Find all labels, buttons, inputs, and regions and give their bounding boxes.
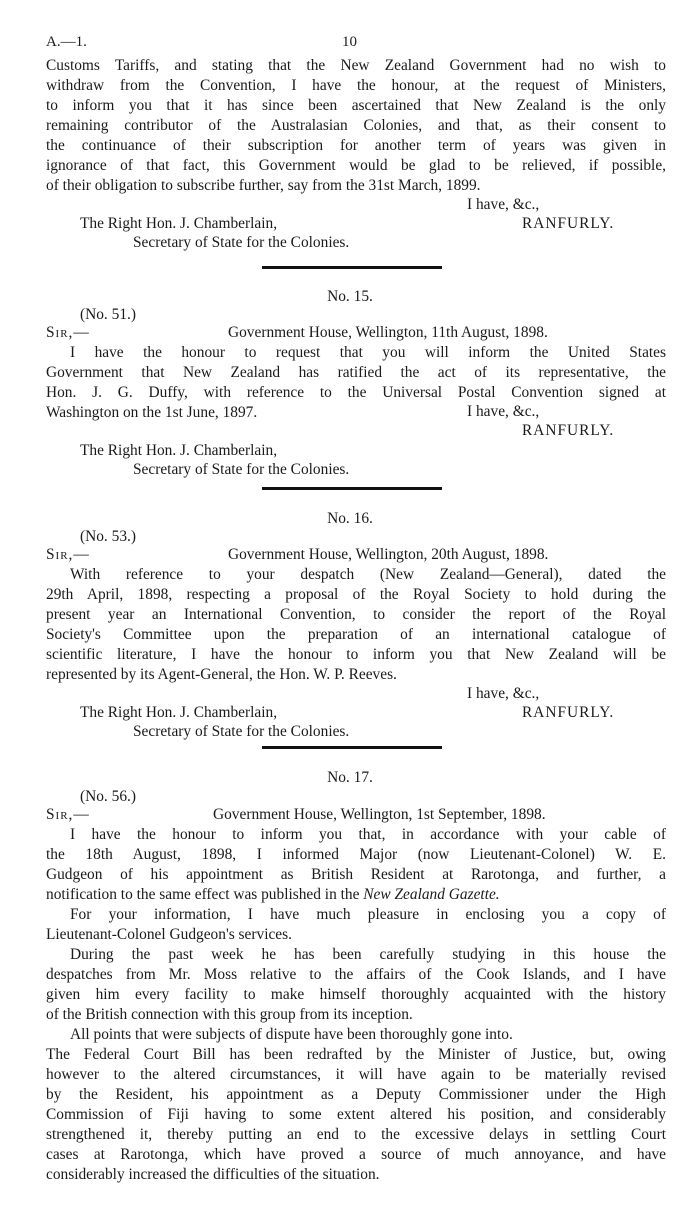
closing: I have, &c.,: [467, 403, 540, 420]
text-line: I have the honour to inform you that, in accordance with your cable of: [70, 826, 666, 843]
text-line: represented by its Agent-General, the Hon. W. P. Reeves.: [46, 666, 397, 683]
dateline: Government House, Wellington, 11th August, 1898.: [228, 324, 548, 341]
despatch-number: (No. 51.): [80, 306, 136, 323]
dateline: Government House, Wellington, 1st September, 1898.: [213, 806, 546, 823]
text-line: of their obligation to subscribe further, say from the 31st March, 1899.: [46, 177, 481, 194]
addressee-title: Secretary of State for the Colonies.: [133, 461, 350, 478]
text-line: All points that were subjects of dispute have been thoroughly gone into.: [70, 1026, 513, 1043]
letter-heading: No. 15.: [327, 288, 373, 305]
closing: I have, &c.,: [467, 196, 540, 213]
section-divider: [262, 487, 442, 490]
text-line: by the Resident, his appointment as a Deputy Commissioner under the High: [46, 1086, 666, 1103]
text-line: of the British connection with this group from its inception.: [46, 1006, 413, 1023]
text-line: 29th April, 1898, respecting a proposal of the Royal Society to hold during the: [46, 586, 666, 603]
signature: RANFURLY.: [522, 215, 615, 232]
text-line: Commission of Fiji having to some extent altered his position, and considerably: [46, 1106, 666, 1123]
addressee-title: Secretary of State for the Colonies.: [133, 234, 350, 251]
text-line: considerably increased the difficulties of the situation.: [46, 1166, 380, 1183]
text-line: however to the altered circumstances, it will have again to be materially revised: [46, 1066, 666, 1083]
section-divider: [262, 746, 442, 749]
text-line: ignorance of that fact, this Government would be glad to be relieved, if possible,: [46, 157, 666, 174]
text-line: Society's Committee upon the preparation of an international catalogue of: [46, 626, 666, 643]
page-number: 10: [342, 34, 357, 50]
text-line: withdraw from the Convention, I have the honour, at the request of Ministers,: [46, 77, 666, 94]
text-line: Lieutenant-Colonel Gudgeon's services.: [46, 926, 292, 943]
text-line: remaining contributor of the Australasian Colonies, and that, as their consent to: [46, 117, 666, 134]
addressee: The Right Hon. J. Chamberlain,: [80, 215, 278, 232]
letter-body: [46, 565, 666, 685]
letter-heading: No. 16.: [327, 510, 373, 527]
despatch-number: (No. 56.): [80, 788, 136, 805]
text-line: despatches from Mr. Moss relative to the affairs of the Cook Islands, and I have: [46, 966, 666, 983]
text-line: strengthened it, thereby putting an end to the excessive delays in settling Court: [46, 1126, 666, 1143]
text-line: Government that New Zealand has ratified the act of its representative, the: [46, 364, 666, 381]
letter-body: [46, 343, 666, 423]
text-line: the 18th August, 1898, I informed Major (now Lieutenant-Colonel) W. E.: [46, 846, 666, 863]
text-line: For your information, I have much pleasure in enclosing you a copy of: [70, 906, 666, 923]
text-line: given him every facility to make himself thoroughly acquainted with the history: [46, 986, 666, 1003]
text-line: scientific literature, I have the honour to inform you that New Zealand will be: [46, 646, 666, 663]
text-line: to inform you that it has since been ascertained that New Zealand is the only: [46, 97, 666, 114]
addressee-title: Secretary of State for the Colonies.: [133, 723, 350, 740]
letter-body: [46, 825, 666, 1185]
text-line: the continuance of their subscription for another term of years was given in: [46, 137, 666, 154]
signature: RANFURLY.: [522, 704, 615, 721]
intro-text: [46, 56, 666, 196]
text-line: During the past week he has been carefully studying in this house the: [70, 946, 666, 963]
addressee: The Right Hon. J. Chamberlain,: [80, 704, 278, 721]
dateline: Government House, Wellington, 20th August, 1898.: [228, 546, 549, 563]
text-line: Customs Tariffs, and stating that the New Zealand Government had no wish to: [46, 57, 666, 74]
closing: I have, &c.,: [467, 685, 540, 702]
text-line: cases at Rarotonga, which have proved a source of much annoyance, and have: [46, 1146, 666, 1163]
text-line: Hon. J. G. Duffy, with reference to the Universal Postal Convention signed at: [46, 384, 666, 401]
document-reference: A.—1.: [46, 34, 87, 50]
section-divider: [262, 266, 442, 269]
salutation: Sir,—: [46, 324, 90, 341]
salutation: Sir,—: [46, 806, 90, 823]
text-line: Gudgeon of his appointment as British Resident at Rarotonga, and further, a: [46, 866, 666, 883]
text-line: [46, 885, 666, 905]
letter-heading: No. 17.: [327, 769, 373, 786]
signature: RANFURLY.: [522, 422, 615, 439]
text-line: The Federal Court Bill has been redrafted by the Minister of Justice, but, owing: [46, 1046, 666, 1063]
despatch-number: (No. 53.): [80, 528, 136, 545]
gazette-title: New Zealand Gazette.: [363, 886, 500, 903]
text-fragment: notification to the same effect was published in the: [46, 886, 364, 903]
addressee: The Right Hon. J. Chamberlain,: [80, 442, 278, 459]
salutation: Sir,—: [46, 546, 90, 563]
text-line: present year an International Convention, to consider the report of the Royal: [46, 606, 666, 623]
text-line: With reference to your despatch (New Zealand—General), dated the: [70, 566, 666, 583]
text-line: Washington on the 1st June, 1897.: [46, 404, 258, 421]
text-line: I have the honour to request that you will inform the United States: [70, 344, 666, 361]
